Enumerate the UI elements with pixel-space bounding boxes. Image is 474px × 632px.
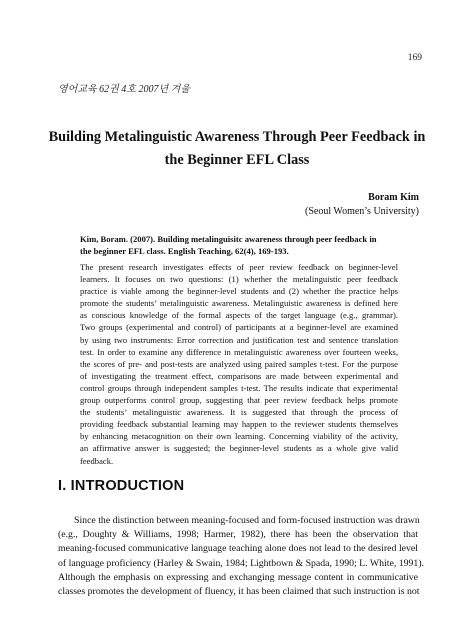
journal-header: 영어교육 62권 4호 2007년 겨울 — [58, 84, 190, 95]
abstract-line: Two groups (experimental and control) of participants at a beginner-level are examined — [80, 322, 398, 333]
abstract-line: control groups through independent samples t-test. The results indicate that experimental — [80, 382, 398, 393]
abstract-line: test. In order to examine any difference in metalinguistic awareness over fourteen weeks, — [80, 346, 398, 357]
abstract-line: promote the students’ metalinguistic awareness. Metalinguistic awareness is defined here — [80, 298, 398, 309]
body-line: Since the distinction between meaning-focused and form-focused instruction was drawn — [74, 515, 420, 526]
abstract-line: the students’ metalinguistic awareness. It is suggested that through the process of — [80, 407, 398, 418]
abstract-line: by using two instruments: Error correction and justification test and sentence translation — [80, 334, 398, 345]
paper-title — [40, 126, 434, 172]
citation — [80, 233, 398, 257]
section-heading-introduction: I. INTRODUCTION — [58, 478, 185, 494]
abstract-line: an affirmative answer is suggested; the beginner-level students as a whole give valid — [80, 443, 398, 454]
body-line: of language proficiency (Harley & Swain, 1984; Lightbown & Spada, 1990; L. White, 1991). — [58, 557, 425, 569]
author-affiliation: (Seoul Women’s University) — [305, 206, 419, 217]
title-line: Building Metalinguistic Awareness Through Peer Feedback in — [48, 129, 426, 145]
body-line: (e.g., Doughty & Williams, 1998; Harmer, 1982), there has been the observation that — [58, 529, 418, 541]
author-block — [305, 191, 419, 219]
title-line: the Beginner EFL Class — [164, 152, 310, 168]
abstract-line: feedback. — [80, 455, 114, 466]
abstract — [80, 261, 398, 467]
page-number: 169 — [407, 53, 422, 63]
body-line: meaning-focused communicative language teaching alone does not lead to the desired level — [58, 543, 418, 555]
abstract-line: by enhancing metacognition on their own learning. Concerning viability of the activity, — [80, 431, 398, 442]
abstract-line: as conscious knowledge of the formal aspects of the target language (e.g., grammar). — [80, 310, 398, 321]
abstract-line: providing feedback substantial learning may happen to the reviewer students themselves — [80, 419, 398, 430]
introduction-body — [58, 514, 425, 599]
abstract-line: learners. It focuses on two questions: (1) whether the metalinguistic peer feedback — [80, 274, 398, 285]
abstract-line: The present research investigates effects of peer review feedback on beginner-level — [80, 262, 398, 272]
abstract-line: group outperforms control group, suggesting that peer review feedback helps promote — [80, 395, 398, 406]
citation-line: the beginner EFL class. English Teaching, 62(4), 169-193. — [80, 246, 289, 256]
abstract-line: the scores of pre- and post-tests are analyzed using paired samples t-test. For the purpose — [80, 358, 398, 369]
body-line: classes promotes the development of fluency, it has been claimed that such instruction is not — [58, 586, 420, 598]
citation-line: Kim, Boram. (2007). Building metalinguisitc awareness through peer feedback in — [80, 234, 377, 244]
author-name: Boram Kim — [368, 192, 419, 203]
body-line: Although the emphasis on expressing and exchanging message content in communicative — [58, 571, 418, 583]
abstract-line: practice is viable among the beginner-level students and (2) whether the practice helps — [80, 286, 398, 297]
abstract-line: of investigating the treatment effect, comparisons are made between experimental and — [80, 370, 398, 381]
